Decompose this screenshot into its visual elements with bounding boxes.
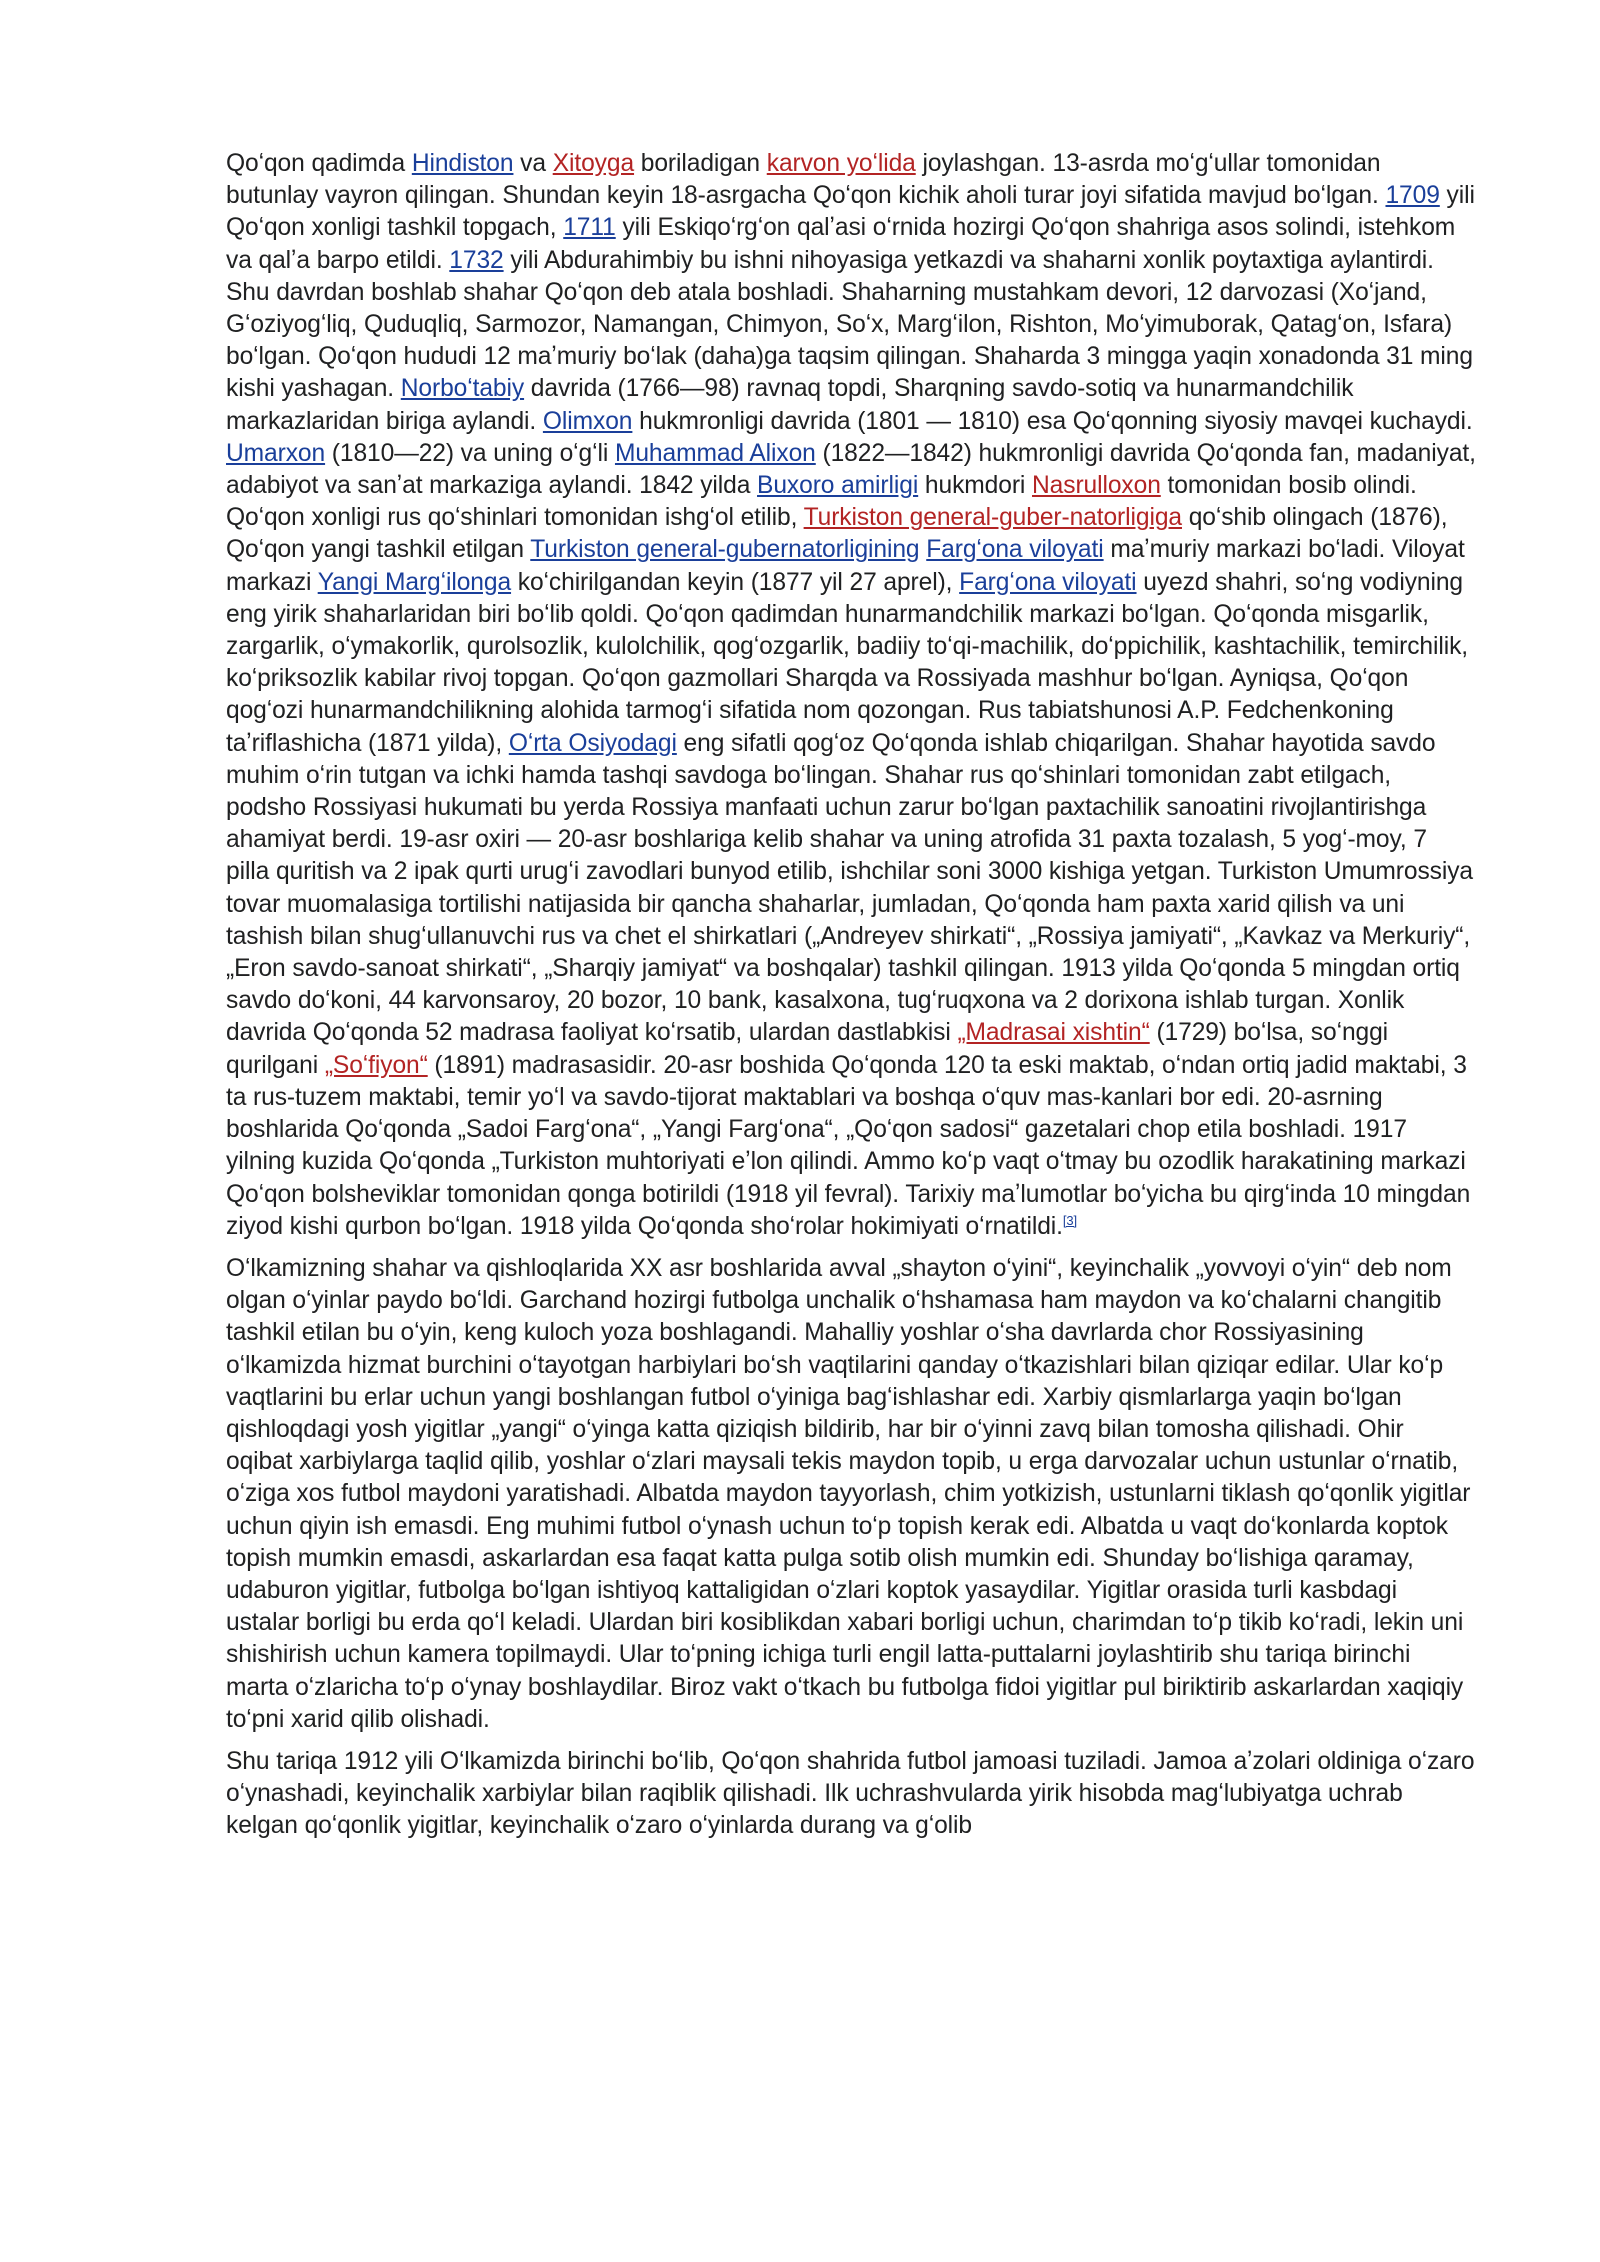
link-norbotabiy[interactable]: Norboʻtabiy — [400, 375, 525, 403]
text-run: eng sifatli qogʻoz Qoʻqonda ishlab chiqarilgan. Shahar hayotida savdo muhim oʻrin tutgan va ichki hamda tashqi savdoga boʻlingan. Shahar rus qoʻshinlari tomonidan zabt etilgach, podsho Rossiyasi hukumati bu yerda Rossiya manfaati uchun zarur boʻlgan paxtachilik sanoatini rivojlantirishga ahamiyat berdi. 19-asr oxiri — 20-asr boshlariga kelib shahar va uning atrofida 31 paxta tozalash, 5 yogʻ-moy, 7 pilla quritish va 2 ipak qurti urugʻi zavodlari bunyod etilib, ishchilar soni 3000 kishiga yetgan. Turkiston Umumrossiya tovar muomalasiga tortilishi natijasida bir qancha shaharlar, jumladan, Qoʻqonda ham paxta xarid qilish va uni tashish bilan shugʻullanuvchi rus va chet el shirkatlari („Andreyev shirkati“, „Rossiya jamiyati“, „Kavkaz va Merkuriy“, „Eron savdo-sanoat shirkati“, „Sharqiy jamiyat“ va boshqalar) tashkil qilingan. 1913 yilda Qoʻqonda 5 mingdan ortiq savdo doʻkoni, 44 karvonsaroy, 20 bozor, 10 bank, kasalxona, tugʻruqxona va 2 dorixona ishlab turgan. Xonlik davrida Qoʻqonda 52 madrasa faoliyat koʻrsatib, ulardan dastlabkisi — [226, 729, 1474, 1047]
text-run: boriladigan — [634, 150, 767, 177]
paragraph-history — [226, 148, 1476, 1243]
link-turkiston-general-gubernatorligining[interactable]: Turkiston general-gubernatorligining — [530, 536, 920, 564]
paragraph-football-origins: Oʻlkamizning shahar va qishloqlarida XX asr boshlarida avval „shayton oʻyini“, keyinchalik „yovvoyi oʻyin“ deb nom olgan oʻyinlar paydo boʻldi. Garchand hozirgi futbolga unchalik oʻhshamasa ham maydon va koʻchalarni changitib tashkil etilan bu oʻyin, keng kuloch yoza boshlagandi. Mahalliy yoshlar oʻsha davrlarda chor Rossiyasining oʻlkamizda hizmat burchini oʻtayotgan harbiylari boʻsh vaqtilarini qanday oʻtkazishlari bilan qiziqar edilar. Ular koʻp vaqtlarini bu erlar uchun yangi boshlangan futbol oʻyiniga bagʻishlashar edi. Xarbiy qismlarlarga yaqin boʻlgan qishloqdagi yosh yigitlar „yangi“ oʻyinga katta qiziqish bildirib, har bir oʻyinni zavq bilan tomosha qilishadi. Ohir oqibat xarbiylarga taqlid qilib, yoshlar oʻzlari maysali tekis maydon topib, u erga darvozalar uchun ustunlar oʻrnatib, oʻziga xos futbol maydoni yaratishadi. Albatda maydon tayyorlash, chim yotkizish, ustunlarni tiklash qoʻqonlik yigitlar uchun qiyin ish emasdi. Eng muhimi futbol oʻynash uchun toʻp topish kerak edi. Albatda u vaqt doʻkonlarda koptok topish mumkin emasdi, askarlardan esa faqat katta pulga sotib olish mumkin edi. Shunday boʻlishiga qaramay, udaburon yigitlar, futbolga boʻlgan ishtiyoq kattaligidan oʻzlari koptok yasaydilar. Yigitlar orasida turli kasbdagi ustalar borligi bu erda qoʻl keladi. Ulardan biri kosiblikdan xabari borligi uchun, charimdan toʻp tikib koʻradi, lekin uni shishirish uchun kamera topilmaydi. Ular toʻpning ichiga turli engil latta-puttalarni joylashtirib shu tariqa birinchi marta oʻzlaricha toʻp oʻynay boshlaydilar. Biroz vakt oʻtkach bu futbolga fidoi yigitlar pul biriktirib askarlardan xaqiqiy toʻpni xarid qilib olishadi. — [226, 1254, 1471, 1733]
text-run: maʼmuriy markazi boʻladi. Viloyat markazi — [226, 536, 1465, 596]
text-run: uyezd shahri, soʻng vodiyning eng yirik shaharlaridan biri boʻlib qoldi. Qoʻqon qadimdan hunarmandchilik markazi boʻlgan. Qoʻqonda misgarlik, zargarlik, oʻymakorlik, qurolsozlik, kulolchilik, qogʻozgarlik, badiiy toʻqi-machilik, doʻppichilik, kashtachilik, temirchilik, koʻpriksozlik kabilar rivoj topgan. Qoʻqon gazmollari Sharqda va Rossiyada mashhur boʻlgan. Ayniqsa, Qoʻqon qogʻozi hunarmandchilikning alohida tarmogʻi sifatida nom qozongan. Rus tabiatshunosi A.P. Fedchenkoning taʼriflashicha (1871 yilda), — [226, 568, 1469, 757]
link-1711[interactable]: 1711 — [563, 214, 616, 242]
text-run: (1810—22) va uning oʻgʻli — [325, 439, 615, 467]
text-run: yili Qoʻqon xonligi tashkil topgach, — [226, 182, 1475, 242]
text-run: hukmdori — [918, 472, 1033, 500]
link-karvon-yolida[interactable]: karvon yoʻlida — [766, 150, 916, 177]
link-orta-osiyodagi[interactable]: Oʻrta Osiyodagi — [508, 729, 677, 757]
link-1732[interactable]: 1732 — [449, 246, 504, 274]
link-xitoyga[interactable]: Xitoyga — [552, 150, 635, 177]
text-run: yili Eskiqoʻrgʻon qalʼasi oʻrnida hozirgi Qoʻqon shahriga asos solindi, istehkom va qalʼa barpo etildi. — [226, 214, 1456, 274]
text-run: (1891) madrasasidir. 20-asr boshida Qoʻqonda 120 ta eski maktab, oʻndan ortiq jadid maktabi, 3 ta rus-tuzem maktabi, temir yoʻl va savdo-tijorat maktablari va boshqa oʻquv mas-kanlari bor edi. 20-asrning boshlarida Qoʻqonda „Sadoi Fargʻona“, „Yangi Fargʻona“, „Qoʻqon sadosi“ gazetalari chop etila boshladi. 1917 yilning kuzida Qoʻqonda „Turkiston muhtoriyati eʼlon qilindi. Ammo koʻp vaqt oʻtmay bu ozodlik harakatining markazi Qoʻqon bolsheviklar tomonidan qonga botirildi (1918 yil fevral). Tarixiy maʼlumotlar boʻyicha bu qirgʻinda 10 mingdan ziyod kishi qurbon boʻlgan. 1918 yilda Qoʻqonda shoʻrolar hokimiyati oʻrnatildi. — [226, 1051, 1471, 1240]
text-run: (1729) boʻlsa, soʻnggi qurilgani — [226, 1019, 1389, 1079]
link-umarxon[interactable]: Umarxon — [226, 439, 326, 467]
link-nasrulloxon[interactable]: Nasrulloxon — [1032, 472, 1161, 500]
text-run: (1822—1842) hukmronligi davrida Qoʻqonda fan, madaniyat, adabiyot va sanʼat markaziga aylandi. 1842 yilda — [226, 439, 1476, 500]
link-muhammad-alixon[interactable]: Muhammad Alixon — [614, 439, 816, 467]
text-run: tomonidan bosib olindi. Qoʻqon xonligi rus qoʻshinlari tomonidan ishgʻol etilib, — [226, 472, 1417, 532]
link-sofiyon[interactable]: „Soʻfiyon“ — [324, 1051, 428, 1079]
text-run: hukmronligi davrida (1801 — 1810) esa Qoʻqonning siyosiy mavqei kuchaydi. — [632, 407, 1473, 435]
link-fargona-viloyati-2[interactable]: Fargʻona viloyati — [959, 568, 1137, 596]
text-run: davrida (1766—98) ravnaq topdi, Sharqning savdo-sotiq va hunarmandchilik markazlaridan biriga aylandi. — [226, 375, 1354, 435]
paragraph-first-team: Shu tariqa 1912 yili Oʻlkamizda birinchi boʻlib, Qoʻqon shahrida futbol jamoasi tuziladi. Jamoa aʼzolari oldiniga oʻzaro oʻynashadi, keyinchalik xarbiylar bilan raqiblik qilishadi. Ilk uchrashvularda yirik hisobda magʻlubiyatga uchrab kelgan qoʻqonlik yigitlar, keyinchalik oʻzaro oʻyinlarda durang va gʻolib — [226, 1747, 1475, 1840]
text-run: va — [513, 150, 553, 177]
text-run: Qoʻqon qadimda — [226, 150, 412, 177]
text-run: qoʻshib olingach (1876), Qoʻqon yangi tashkil etilgan — [226, 504, 1448, 564]
text-run: koʻchirilgandan keyin (1877 yil 27 aprel), — [511, 568, 960, 596]
link-olimxon[interactable]: Olimxon — [542, 407, 633, 435]
link-yangi-margilonga[interactable]: Yangi Margʻilonga — [317, 568, 512, 596]
link-hindiston[interactable]: Hindiston — [411, 150, 514, 177]
link-madrasai-xishtin[interactable]: „Madrasai xishtin“ — [957, 1019, 1150, 1047]
text-run: joylashgan. 13-asrda moʻgʻullar tomonidan butunlay vayron qilingan. Shundan keyin 18-asrgacha Qoʻqon kichik aholi turar joyi sifatida mavjud boʻlgan. — [226, 150, 1386, 210]
link-fargona-viloyati[interactable]: Fargʻona viloyati — [926, 536, 1104, 564]
reference-link-3[interactable]: [3] — [1062, 1212, 1078, 1228]
article-body — [226, 148, 1476, 1853]
link-buxoro-amirligi[interactable]: Buxoro amirligi — [757, 472, 919, 500]
text-run: yili Abdurahimbiy bu ishni nihoyasiga yetkazdi va shaharni xonlik poytaxtiga aylantirdi. Shu davrdan boshlab shahar Qoʻqon deb atala boshladi. Shaharning mustahkam devori, 12 darvozasi (Xoʻjand, Gʻoziyogʻliq, Quduqliq, Sarmozor, Namangan, Chimyon, Soʻx, Margʻilon, Rishton, Moʻyimuborak, Qatagʻon, Isfara) boʻlgan. Qoʻqon hududi 12 maʼmuriy boʻlak (daha)ga taqsim qilingan. Shaharda 3 mingga yaqin xonadonda 31 ming kishi yashagan. — [226, 246, 1473, 403]
link-1709[interactable]: 1709 — [1385, 182, 1440, 210]
link-turkiston-general-gubernatorligiga[interactable]: Turkiston general-guber-natorligiga — [803, 504, 1182, 532]
